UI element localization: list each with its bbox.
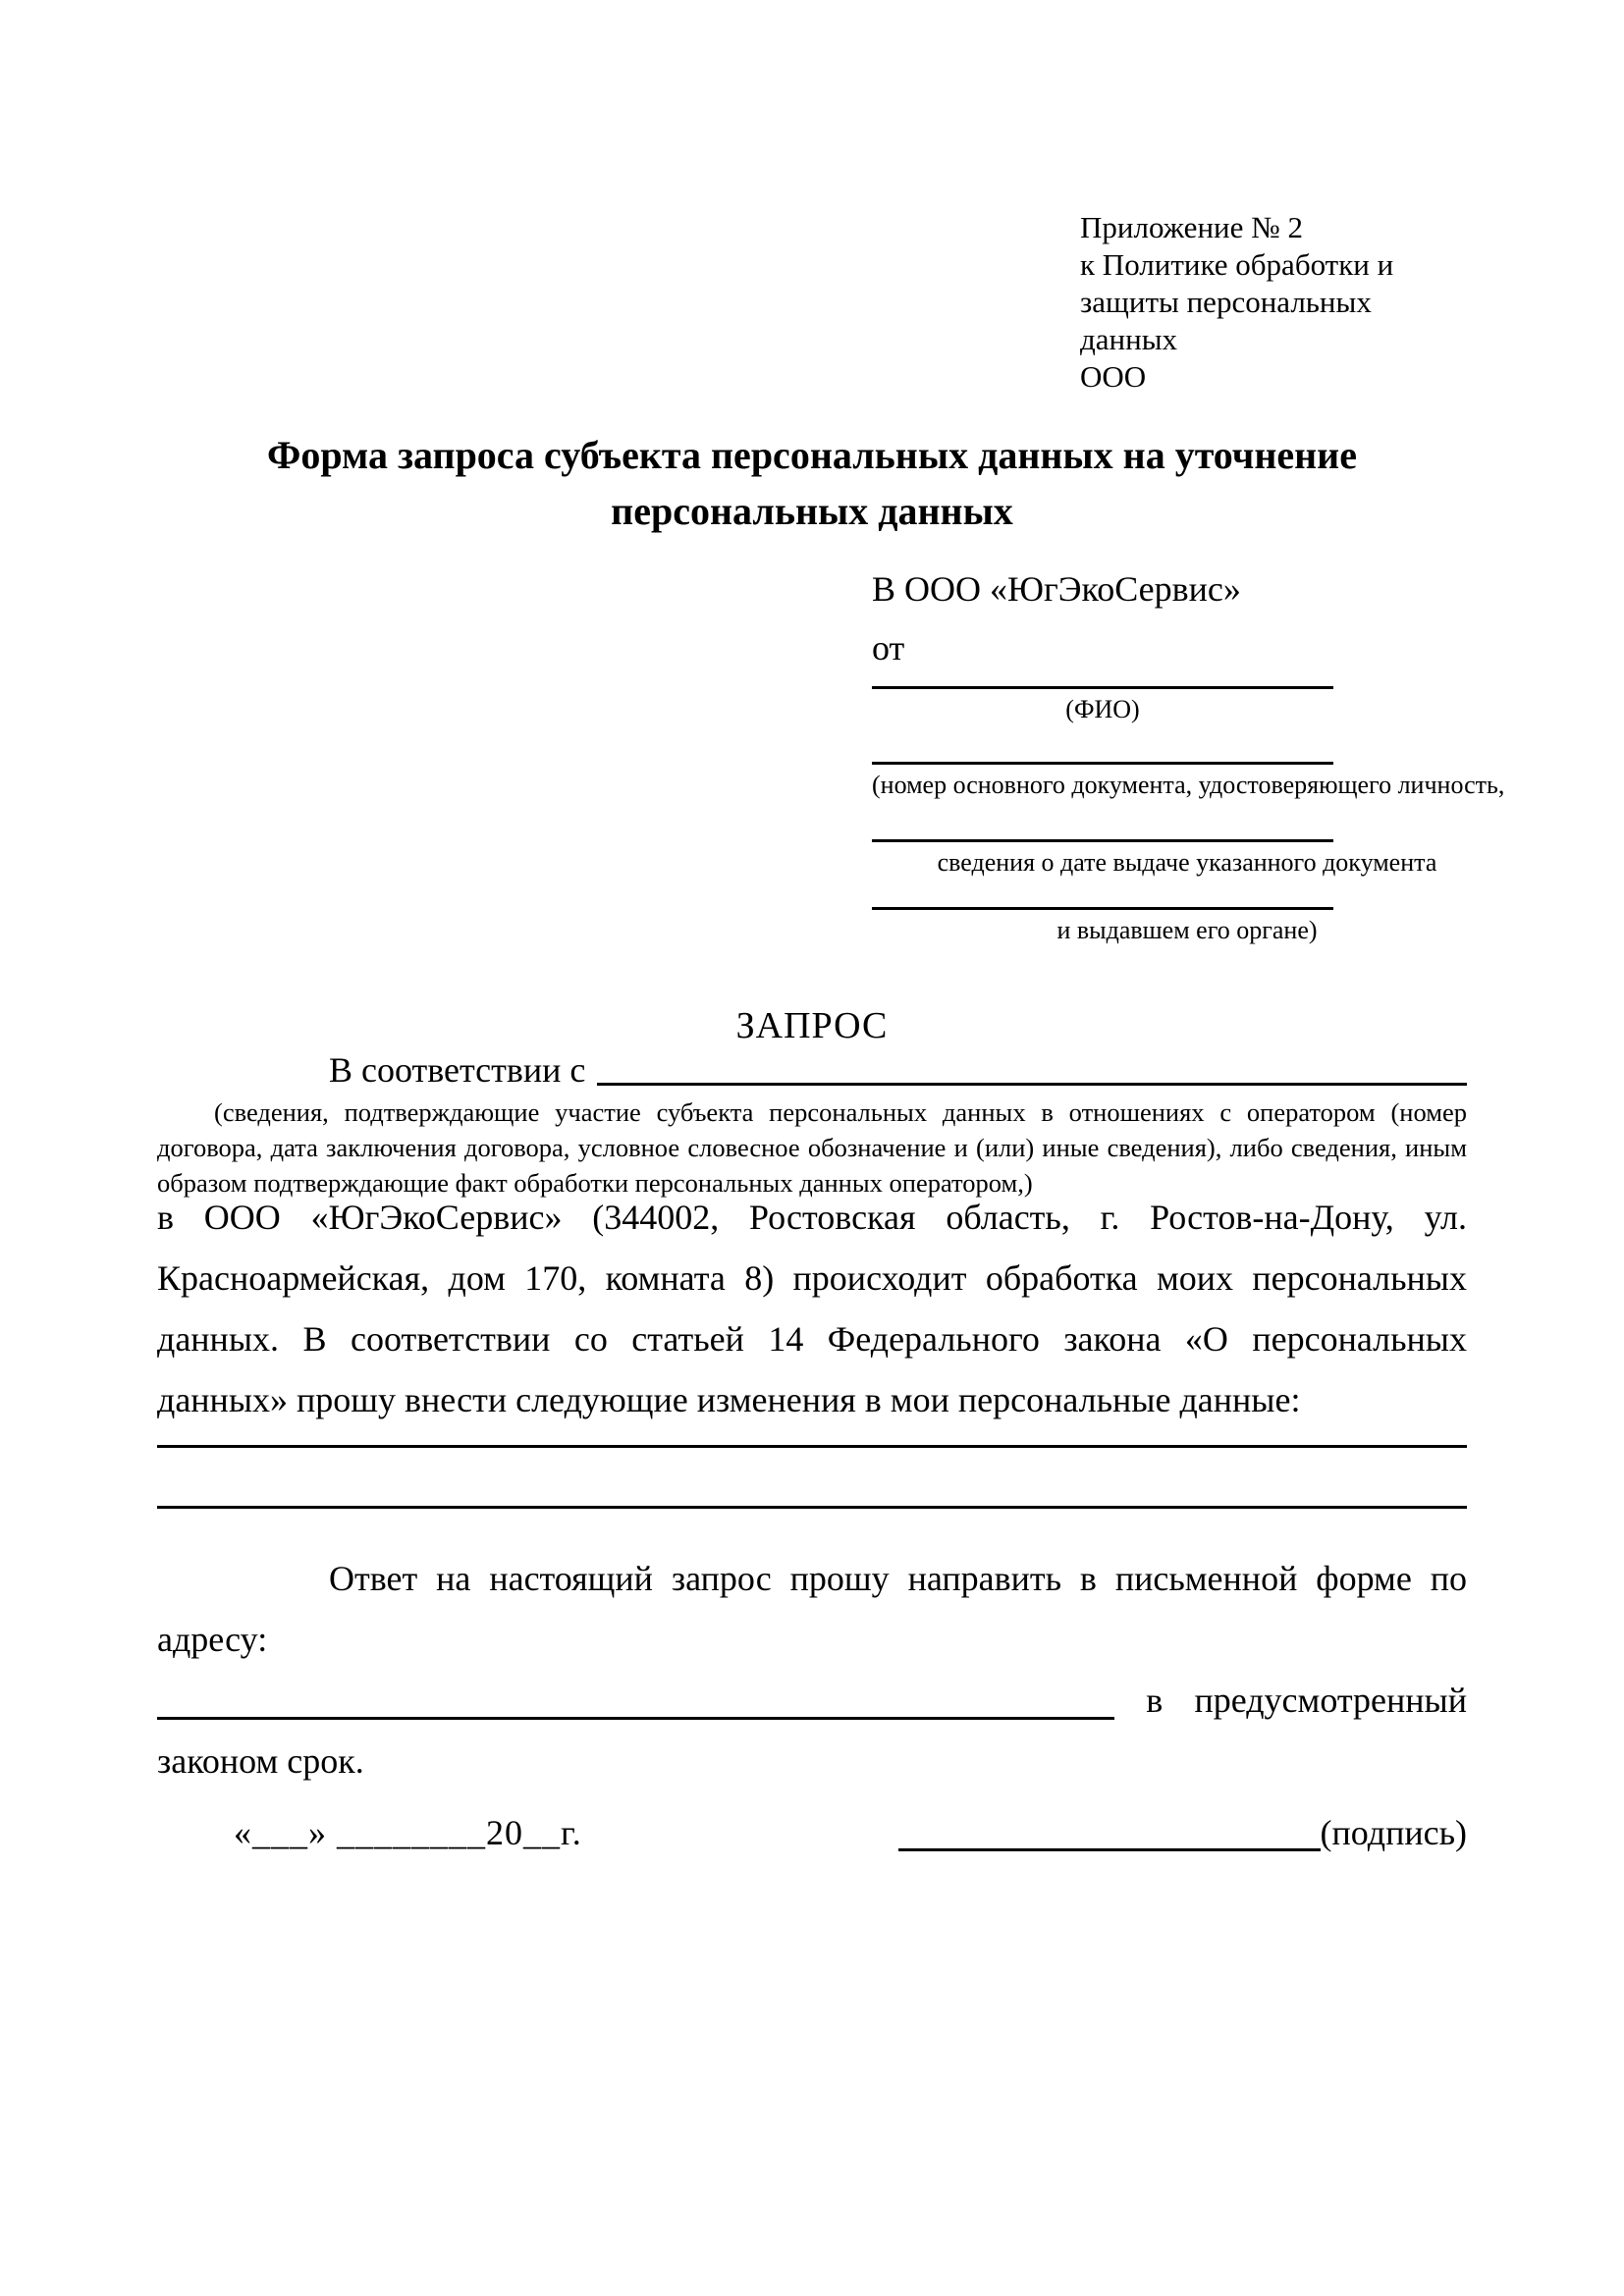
request-heading: ЗАПРОС bbox=[735, 1005, 889, 1046]
fio-caption: (ФИО) bbox=[1065, 695, 1140, 723]
date-blank-line: «___» ________20__г. bbox=[234, 1813, 582, 1852]
appendix-note bbox=[1080, 209, 1467, 396]
document-title bbox=[157, 427, 1467, 539]
signature-blank-line bbox=[898, 1809, 1321, 1851]
recipient-line: В ООО «ЮгЭкоСервис» bbox=[872, 569, 1241, 609]
intro-row bbox=[157, 1047, 1467, 1093]
fio-blank-line bbox=[872, 670, 1333, 689]
reply-address-row bbox=[157, 1670, 1467, 1731]
address-blank-line bbox=[157, 1670, 1114, 1720]
appendix-line: к Политике обработки и bbox=[1080, 247, 1394, 282]
issuing-authority-caption: и выдавшем его органе) bbox=[1056, 916, 1318, 944]
intro-blank-line bbox=[597, 1047, 1467, 1086]
document-title-line: персональных данных bbox=[611, 489, 1013, 533]
appendix-line: ООО bbox=[1080, 359, 1147, 394]
reply-closing-line: законом срок. bbox=[157, 1741, 364, 1781]
document-title-line: Форма запроса субъекта персональных данных на уточнение bbox=[267, 433, 1357, 477]
signature-caption: (подпись) bbox=[1320, 1813, 1467, 1852]
reply-word: в bbox=[1146, 1681, 1164, 1720]
changes-blank-line-1 bbox=[157, 1430, 1467, 1448]
issue-date-blank-line bbox=[872, 800, 1333, 842]
reply-word: предусмотренный bbox=[1194, 1681, 1467, 1720]
document-number-caption: (номер основного документа, удостоверяющего личность, bbox=[872, 771, 1505, 799]
document-number-blank-line bbox=[872, 724, 1333, 765]
intro-caption: (сведения, подтверждающие участие субъекта персональных данных в отношениях с оператором (номер договора, дата заключения договора, условное словесное обозначение и (или) иные сведения), либо сведения, иным образом подтверждающие факт обработки персональных данных оператором,) bbox=[157, 1097, 1467, 1198]
changes-blank-line-2 bbox=[157, 1448, 1467, 1509]
addressee-block bbox=[872, 566, 1505, 945]
date-signature-row bbox=[157, 1809, 1467, 1856]
signature-group bbox=[898, 1809, 1467, 1856]
from-label: от bbox=[872, 628, 905, 667]
intro-prefix: В соответствии с bbox=[329, 1050, 586, 1090]
appendix-line: защиты персональных данных bbox=[1080, 285, 1372, 356]
issue-date-caption: сведения о дате выдаче указанного документа bbox=[937, 848, 1437, 877]
appendix-line: Приложение № 2 bbox=[1080, 210, 1303, 244]
request-body-paragraph: в ООО «ЮгЭкоСервис» (344002, Ростовская область, г. Ростов-на-Дону, ул. Красноармейская, дом 170, комната 8) происходит обработка моих персональных данных. В соответствии со статьей 14 Федерального закона «О персональных данных» прошу внести следующие изменения в мои персональные данные: bbox=[157, 1198, 1467, 1419]
reply-address-line: Ответ на настоящий запрос прошу направить в письменной форме по адресу: bbox=[157, 1559, 1467, 1659]
issuing-authority-blank-line bbox=[872, 878, 1333, 910]
